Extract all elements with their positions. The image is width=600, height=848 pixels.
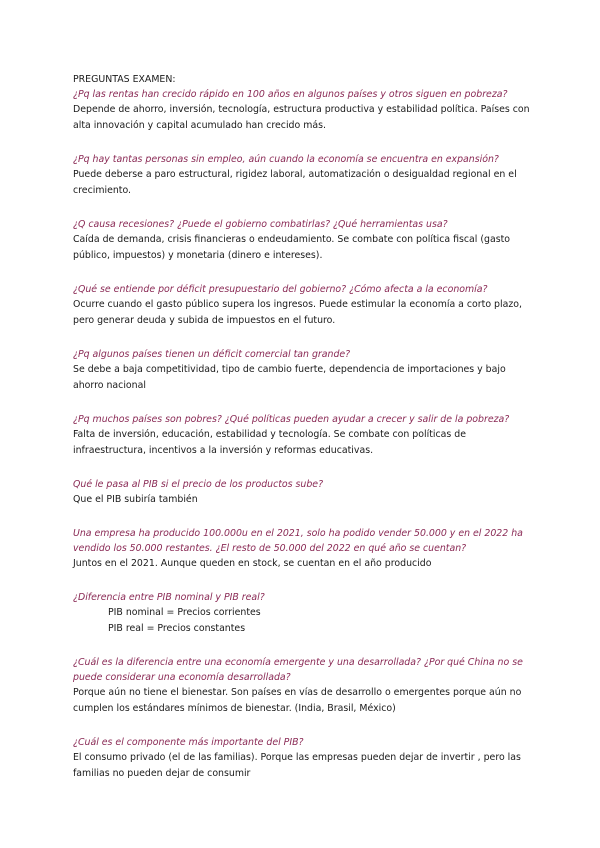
- answer-line: PIB nominal = Precios corrientes: [108, 607, 261, 618]
- answer: Que el PIB subiría también: [73, 494, 198, 505]
- question: Una empresa ha producido 100.000u en el 2021, solo ha podido vender 50.000 y en el 2022 ha vendido los 50.000 restantes. ¿El resto de 50.000 del 2022 en qué año se cuentan?: [73, 528, 523, 554]
- question: ¿Pq hay tantas personas sin empleo, aún cuando la economía se encuentra en expansión?: [73, 154, 499, 165]
- qa-item-7: [73, 477, 533, 508]
- answer: Depende de ahorro, inversión, tecnología, estructura productiva y estabilidad política. Países con alta innovación y capital acumulado han crecido más.: [73, 104, 530, 131]
- qa-item-3: [73, 217, 533, 264]
- answer: Puede deberse a paro estructural, rigidez laboral, automatización o desigualdad regional en el crecimiento.: [73, 169, 517, 196]
- answer: El consumo privado (el de las familias). Porque las empresas pueden dejar de invertir , pero las familias no pueden dejar de consumir: [73, 752, 521, 779]
- question: ¿Cuál es la diferencia entre una economía emergente y una desarrollada? ¿Por qué China no se puede considerar una economía desarrollada?: [73, 657, 523, 683]
- document-title: PREGUNTAS EXAMEN:: [73, 74, 176, 85]
- question: ¿Diferencia entre PIB nominal y PIB real?: [73, 592, 265, 603]
- qa-item-6: [73, 412, 533, 459]
- qa-item-5: [73, 347, 533, 394]
- qa-item-1: [73, 87, 533, 134]
- qa-item-4: [73, 282, 533, 329]
- question: ¿Qué se entiende por déficit presupuestario del gobierno? ¿Cómo afecta a la economía?: [73, 284, 488, 295]
- answer: Falta de inversión, educación, estabilidad y tecnología. Se combate con políticas de infraestructura, incentivos a la inversión y reformas educativas.: [73, 429, 466, 456]
- qa-item-11: [73, 735, 533, 782]
- qa-item-8: [73, 526, 533, 572]
- answer: Juntos en el 2021. Aunque queden en stock, se cuentan en el año producido: [73, 558, 432, 569]
- qa-item-2: [73, 152, 533, 199]
- answer: Se debe a baja competitividad, tipo de cambio fuerte, dependencia de importaciones y bajo ahorro nacional: [73, 364, 506, 391]
- question: ¿Pq algunos países tienen un déficit comercial tan grande?: [73, 349, 351, 360]
- question: Qué le pasa al PIB si el precio de los productos sube?: [73, 479, 324, 490]
- qa-item-9: [73, 590, 533, 637]
- question: ¿Q causa recesiones? ¿Puede el gobierno combatirlas? ¿Qué herramientas usa?: [73, 219, 448, 230]
- question: ¿Pq las rentas han crecido rápido en 100 años en algunos países y otros siguen en pobreza?: [73, 89, 508, 100]
- answer: Ocurre cuando el gasto público supera los ingresos. Puede estimular la economía a corto plazo, pero generar deuda y subida de impuestos en el futuro.: [73, 299, 522, 326]
- document-page: [73, 72, 533, 800]
- question: ¿Pq muchos países son pobres? ¿Qué políticas pueden ayudar a crecer y salir de la pobreza?: [73, 414, 510, 425]
- answer: Porque aún no tiene el bienestar. Son países en vías de desarrollo o emergentes porque aún no cumplen los estándares mínimos de bienestar. (India, Brasil, México): [73, 687, 522, 714]
- answer-line: PIB real = Precios constantes: [108, 623, 246, 634]
- question: ¿Cuál es el componente más importante del PIB?: [73, 737, 304, 748]
- answer: Caída de demanda, crisis financieras o endeudamiento. Se combate con política fiscal (gasto público, impuestos) y monetaria (dinero e intereses).: [73, 234, 511, 261]
- qa-item-10: [73, 655, 533, 717]
